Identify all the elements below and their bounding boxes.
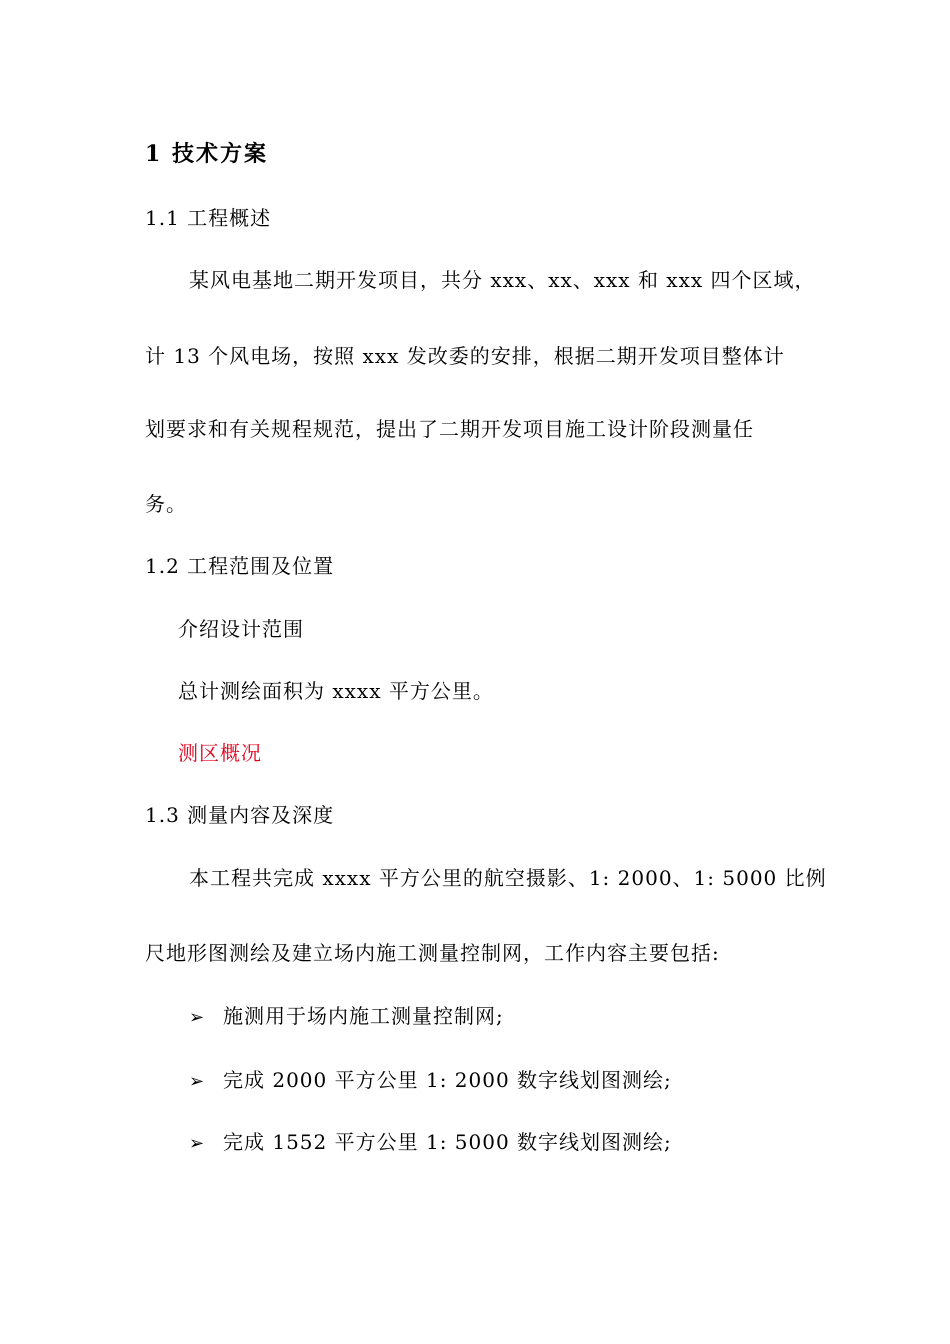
list-item-text: 完成 1552 平方公里 1: 5000 数字线划图测绘; <box>223 1130 672 1154</box>
paragraph-line: 计 13 个风电场，按照 xxx 发改委的安排，根据二期开发项目整体计 <box>145 344 785 368</box>
section-heading: 1 技术方案 <box>145 141 268 167</box>
arrow-bullet-icon: ➢ <box>189 1133 206 1154</box>
list-item <box>189 1126 672 1155</box>
paragraph-line: 介绍设计范围 <box>178 617 304 641</box>
paragraph-line: 本工程共完成 xxxx 平方公里的航空摄影、1: 2000、1: 5000 比例 <box>189 866 827 890</box>
subsection-title-1-3: 1.3 测量内容及深度 <box>145 803 335 827</box>
list-item <box>189 1000 504 1029</box>
list-item-text: 施测用于场内施工测量控制网; <box>223 1004 504 1028</box>
subsection-title-1-1: 1.1 工程概述 <box>145 206 272 230</box>
highlighted-note: 测区概况 <box>178 741 262 765</box>
subsection-title-1-2: 1.2 工程范围及位置 <box>145 554 335 578</box>
paragraph-line: 划要求和有关规程规范，提出了二期开发项目施工设计阶段测量任 <box>145 417 754 441</box>
list-item-text: 完成 2000 平方公里 1: 2000 数字线划图测绘; <box>223 1068 672 1092</box>
paragraph-line: 某风电基地二期开发项目，共分 xxx、xx、xxx 和 xxx 四个区域， <box>189 268 816 292</box>
paragraph-line: 总计测绘面积为 xxxx 平方公里。 <box>178 679 494 703</box>
list-item <box>189 1064 672 1093</box>
arrow-bullet-icon: ➢ <box>189 1071 206 1092</box>
paragraph-line: 务。 <box>145 492 187 516</box>
paragraph-line: 尺地形图测绘及建立场内施工测量控制网，工作内容主要包括: <box>145 941 720 965</box>
arrow-bullet-icon: ➢ <box>189 1007 206 1028</box>
